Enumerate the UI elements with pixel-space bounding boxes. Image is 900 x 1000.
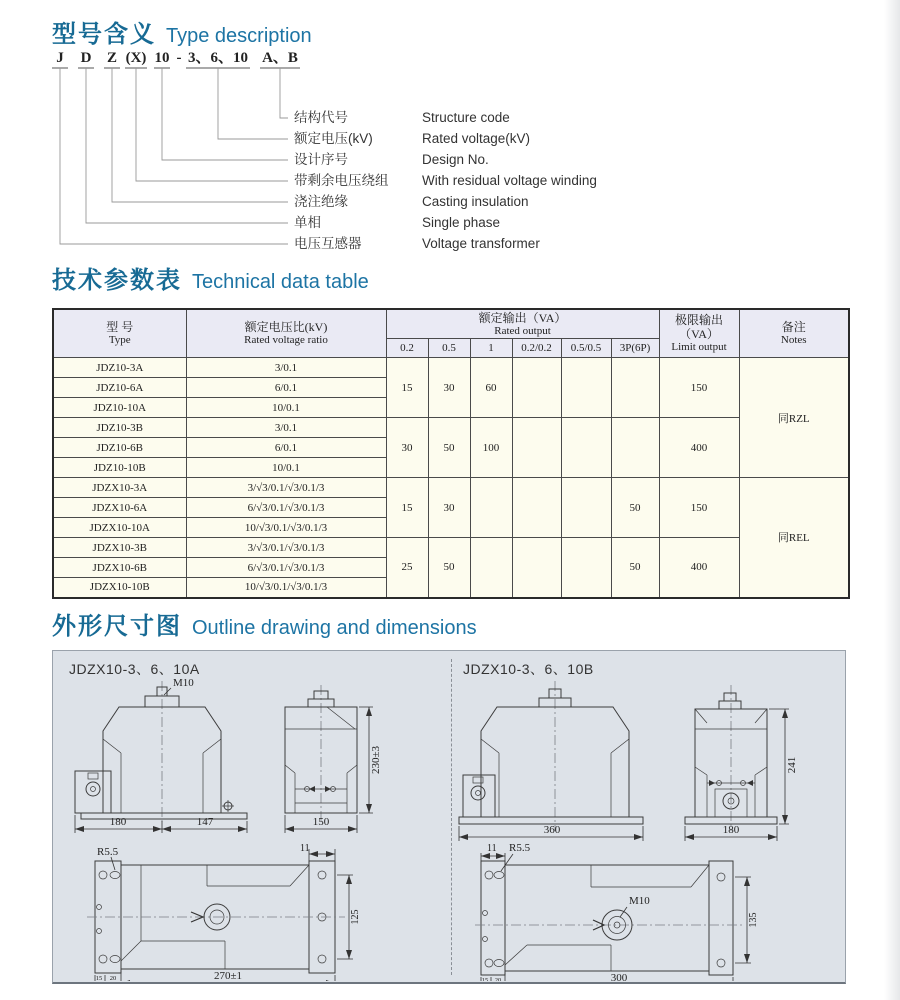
code-legend [294, 109, 597, 251]
m10-label: M10 [629, 895, 650, 907]
side-view-b [685, 685, 798, 841]
title-en: Technical data table [192, 271, 369, 293]
cell-output-1 [470, 478, 512, 538]
dim-20: 20 [494, 977, 502, 981]
code-token: A、B [262, 50, 298, 66]
front-view-a [75, 677, 247, 833]
drawing-label-b: JDZX10-3、6、10B [463, 661, 594, 677]
terminal-arrow-icon [309, 786, 315, 792]
cell-limit: 150 [659, 478, 739, 538]
col-header-notes: 备注 Notes [739, 309, 849, 358]
cell-ratio: 10/√3/0.1/√3/0.1/3 [186, 578, 386, 598]
table-row [53, 418, 849, 438]
dim-147: 147 [196, 816, 214, 828]
terminal-arrow-icon [325, 786, 331, 792]
cell-output-0.2-0.2 [512, 418, 561, 478]
code-token: J [56, 50, 64, 66]
dim-15: 15 [95, 975, 103, 981]
cell-limit: 400 [659, 538, 739, 598]
legend-en: Single phase [422, 215, 501, 230]
title-zh: 技术参数表 [52, 267, 182, 294]
cell-output-0.5-0.5 [561, 358, 611, 418]
table-row [53, 478, 849, 498]
cell-output-0.5: 30 [428, 478, 470, 538]
technical-table-title [52, 260, 369, 295]
table-row [53, 358, 849, 378]
page-edge-shadow [884, 0, 900, 1000]
accuracy-class: 1 [470, 339, 512, 358]
cell-ratio: 6/√3/0.1/√3/0.1/3 [186, 558, 386, 578]
cell-output-0.5-0.5 [561, 418, 611, 478]
cell-ratio: 6/√3/0.1/√3/0.1/3 [186, 498, 386, 518]
cell-output-1: 60 [470, 358, 512, 418]
outline-drawing-a [57, 673, 447, 981]
cell-type: JDZ10-3A [53, 358, 186, 378]
accuracy-class: 0.5 [428, 339, 470, 358]
cell-output-0.2-0.2 [512, 478, 561, 538]
code-leader-lines [60, 68, 288, 244]
cell-type: JDZX10-10A [53, 518, 186, 538]
outline-title [52, 606, 477, 641]
cell-ratio: 3/0.1 [186, 418, 386, 438]
dim-11: 11 [300, 843, 310, 854]
side-view-a [285, 685, 382, 833]
cell-ratio: 6/0.1 [186, 378, 386, 398]
plan-view-a [87, 843, 361, 981]
dim-230: 230±3 [370, 745, 382, 775]
legend-en: Rated voltage(kV) [422, 131, 531, 146]
cell-ratio: 3/√3/0.1/√3/0.1/3 [186, 478, 386, 498]
legend-zh: 电压互感器 [294, 236, 362, 251]
cell-type: JDZ10-3B [53, 418, 186, 438]
cell-output-0.2: 30 [386, 418, 428, 478]
col-header-ratio: 额定电压比(kV) Rated voltage ratio [186, 309, 386, 358]
accuracy-class: 0.2/0.2 [512, 339, 561, 358]
legend-en: Structure code [422, 110, 510, 125]
drawing-label-a: JDZX10-3、6、10A [69, 661, 200, 677]
r5-label: R5.5 [97, 846, 119, 858]
type-code-tokens [56, 50, 298, 66]
cell-ratio: 3/√3/0.1/√3/0.1/3 [186, 538, 386, 558]
cell-output-3p: 50 [611, 478, 659, 538]
code-token: D [80, 50, 92, 66]
accuracy-class: 3P(6P) [611, 339, 659, 358]
dim-125: 125 [350, 909, 361, 925]
cell-type: JDZ10-6B [53, 438, 186, 458]
legend-en: With residual voltage winding [422, 173, 597, 188]
outline-drawing-panel [52, 650, 846, 984]
cell-notes: 同RZL [739, 358, 849, 478]
code-token: 10 [154, 50, 170, 66]
legend-en: Design No. [422, 152, 489, 167]
dim-300: 300 [610, 972, 628, 981]
cell-type: JDZX10-6B [53, 558, 186, 578]
cell-ratio: 3/0.1 [186, 358, 386, 378]
r5-label: R5.5 [509, 842, 531, 854]
legend-en: Casting insulation [422, 194, 529, 209]
cell-type: JDZX10-6A [53, 498, 186, 518]
cell-output-0.2-0.2 [512, 538, 561, 598]
cell-output-0.5-0.5 [561, 478, 611, 538]
title-zh: 型号含义 [52, 21, 156, 48]
col-header-type: 型 号 Type [53, 309, 186, 358]
cell-output-0.5-0.5 [561, 538, 611, 598]
dim-241: 241 [786, 756, 798, 774]
cell-ratio: 10/0.1 [186, 398, 386, 418]
title-zh: 外形尺寸图 [52, 613, 182, 640]
dim-180-side: 180 [722, 824, 740, 836]
title-en: Type description [166, 25, 312, 47]
table-row [53, 538, 849, 558]
cell-type: JDZX10-10B [53, 578, 186, 598]
code-token: 3、6、10 [187, 50, 249, 66]
col-header-rated-output: 额定输出（VA） Rated output [386, 309, 659, 339]
plan-view-b [473, 842, 759, 981]
accuracy-class: 0.2 [386, 339, 428, 358]
cell-type: JDZX10-3B [53, 538, 186, 558]
accuracy-class: 0.5/0.5 [561, 339, 611, 358]
dim-360: 360 [543, 824, 561, 836]
outline-drawing-b [451, 673, 843, 981]
dim-150: 150 [312, 816, 330, 828]
legend-zh: 结构代号 [294, 110, 348, 125]
code-token: (X) [125, 50, 147, 66]
legend-zh: 单相 [294, 215, 321, 230]
cell-type: JDZ10-10B [53, 458, 186, 478]
cell-output-3p: 50 [611, 538, 659, 598]
cell-type: JDZ10-6A [53, 378, 186, 398]
dim-15: 15 [481, 977, 489, 981]
cell-output-3p [611, 358, 659, 418]
legend-zh: 额定电压(kV) [294, 131, 373, 146]
cell-output-0.2: 25 [386, 538, 428, 598]
cell-ratio: 10/√3/0.1/√3/0.1/3 [186, 518, 386, 538]
type-code-diagram [48, 44, 668, 256]
dim-270: 270±1 [213, 970, 243, 981]
legend-zh: 带剩余电压绕组 [294, 173, 389, 188]
legend-zh: 设计序号 [294, 152, 348, 167]
cell-output-3p [611, 418, 659, 478]
code-token: - [176, 50, 182, 66]
title-en: Outline drawing and dimensions [192, 617, 477, 639]
cell-output-0.2-0.2 [512, 358, 561, 418]
cell-output-0.5: 50 [428, 538, 470, 598]
cell-output-0.2: 15 [386, 478, 428, 538]
cell-notes: 同REL [739, 478, 849, 598]
cell-limit: 400 [659, 418, 739, 478]
legend-zh: 浇注绝缘 [294, 194, 348, 209]
cell-output-0.5: 30 [428, 358, 470, 418]
dim-180: 180 [109, 816, 127, 828]
terminal-arrow-icon [709, 780, 715, 786]
dim-135: 135 [748, 912, 759, 928]
dim-20: 20 [109, 975, 117, 981]
terminal-arrow-icon [747, 780, 753, 786]
cell-output-0.5: 50 [428, 418, 470, 478]
front-view-b [459, 681, 643, 841]
m10-label: M10 [173, 677, 194, 689]
code-token: Z [106, 50, 118, 66]
technical-data-table [52, 308, 850, 599]
cell-type: JDZX10-3A [53, 478, 186, 498]
cell-ratio: 6/0.1 [186, 438, 386, 458]
cell-output-0.2: 15 [386, 358, 428, 418]
cell-type: JDZ10-10A [53, 398, 186, 418]
cell-output-1 [470, 538, 512, 598]
col-header-limit-output: 极限输出 （VA） Limit output [659, 309, 739, 358]
cell-output-1: 100 [470, 418, 512, 478]
cell-ratio: 10/0.1 [186, 458, 386, 478]
dim-11: 11 [487, 843, 497, 854]
cell-limit: 150 [659, 358, 739, 418]
legend-en: Voltage transformer [422, 236, 540, 251]
